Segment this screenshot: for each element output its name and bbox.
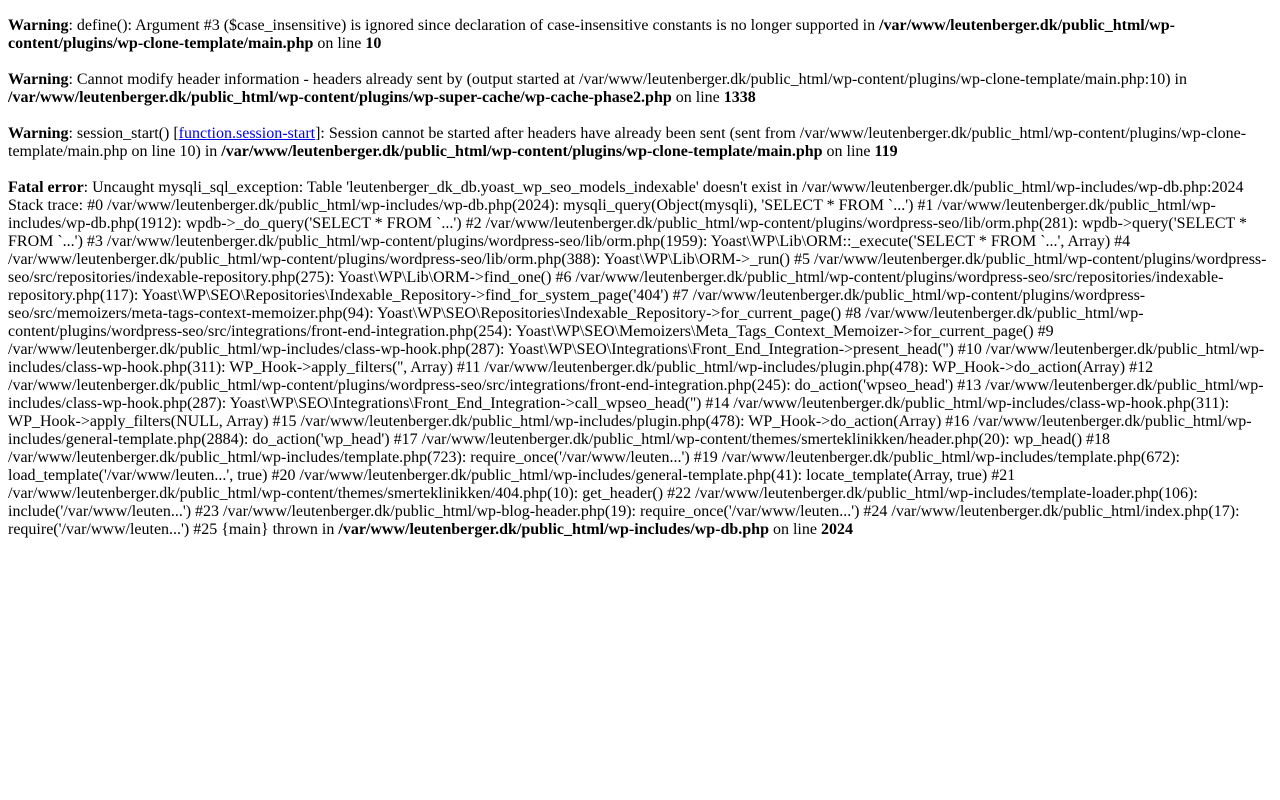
stack-trace-text: : Uncaught mysqli_sql_exception: Table 'leutenberger_dk_db.yoast_wp_seo_models_indexable' doesn't exist in /var/www/leutenberger.dk/public_html/wp-includes/wp-db.php:2024 Stack trace: #0 /var/www/leutenberger.dk/public_html/wp-includes/wp-db.php(2024): mysqli_query(Object(mysqli), 'SELECT * FROM `...') #1 /var/www/leutenberger.dk/public_html/wp-includes/wp-db.php(1912): wpdb->_do_query('SELECT * FROM `...') #2 /var/www/leutenberger.dk/public_html/wp-content/plugins/wordpress-seo/lib/orm.php(281): wpdb->query('SELECT * FROM `...') #3 /var/www/leutenberger.dk/public_html/wp-content/plugins/wordpress-seo/lib/orm.php(1959): Yoast\WP\Lib\ORM::_execute('SELECT * FROM `...', Array) #4 /var/www/leutenberger.dk/public_html/wp-content/plugins/wordpress-seo/lib/orm.php(388): Yoast\WP\Lib\ORM->_run() #5 /var/www/leutenberger.dk/public_html/wp-content/plugins/wordpress-seo/src/repositories/indexable-repository.php(275): Yoast\WP\Lib\ORM->find_one() #6 /var/www/leutenberger.dk/public_html/wp-content/plugins/wordpress-seo/src/repositories/indexable-repository.php(117): Yoast\WP\SEO\Repositories\Indexable_Repository->find_for_system_page('404') #7 /var/www/leutenberger.dk/public_html/wp-content/plugins/wordpress-seo/src/memoizers/meta-tags-context-memoizer.php(94): Yoast\WP\SEO\Repositories\Indexable_Repository->for_current_page() #8 /var/www/leutenberger.dk/public_html/wp-content/plugins/wordpress-seo/src/integrations/front-end-integration.php(254): Yoast\WP\SEO\Memoizers\Meta_Tags_Context_Memoizer->for_current_page() #9 /var/www/leutenberger.dk/public_html/wp-includes/class-wp-hook.php(287): Yoast\WP\SEO\Integrations\Front_End_Integration->present_head('') #10 /var/www/leutenberger.dk/public_html/wp-includes/class-wp-hook.php(311): WP_Hook->apply_filters('', Array) #11 /var/www/leutenberger.dk/public_html/wp-includes/plugin.php(478): WP_Hook->do_action(Array) #12 /var/www/leutenberger.dk/public_html/wp-content/plugins/wordpress-seo/src/integrations/front-end-integration.php(245): do_action('wpseo_head') #13 /var/www/leutenberger.dk/public_html/wp-includes/class-wp-hook.php(287): Yoast\WP\SEO\Integrations\Front_End_Integration->call_wpseo_head('') #14 /var/www/leutenberger.dk/public_html/wp-includes/class-wp-hook.php(311): WP_Hook->apply_filters(NULL, Array) #15 /var/www/leutenberger.dk/public_html/wp-includes/plugin.php(478): WP_Hook->do_action(Array) #16 /var/www/leutenberger.dk/public_html/wp-includes/general-template.php(2884): do_action('wp_head') #17 /var/www/leutenberger.dk/public_html/wp-content/themes/smerteklinikken/header.php(20): wp_head() #18 /var/www/leutenberger.dk/public_html/wp-includes/template.php(723): require_once('/var/www/leuten...') #19 /var/www/leutenberger.dk/public_html/wp-includes/template.php(672): load_template('/var/www/leuten...', true) #20 /var/www/leutenberger.dk/public_html/wp-includes/general-template.php(41): locate_template(Array, true) #21 /var/www/leutenberger.dk/public_html/wp-content/themes/smerteklinikken/404.php(10): get_header() #22 /var/www/leutenberger.dk/public_html/wp-includes/template-loader.php(106): include('/var/www/leuten...') #23 /var/www/leutenberger.dk/public_html/wp-blog-header.php(19): require_once('/var/www/leuten...') #24 /var/www/leutenberger.dk/public_html/index.php(17): require('/var/www/leuten...') #25 {main} thrown in (8, 179, 1267, 538)
message-text: : Cannot modify header information - headers already sent by (output started at /var/www/leutenberger.dk/public_html/wp-content/plugins/wp-clone-template/main.php:10) in (68, 71, 1187, 88)
message-file-path: /var/www/leutenberger.dk/public_html/wp-content/plugins/wp-clone-template/main.php (8, 17, 1175, 52)
on-line-text: on line (822, 143, 875, 160)
warning-message-headers-sent (8, 71, 1272, 107)
fatal-error-message (8, 179, 1272, 539)
message-text: : session_start() [ (68, 125, 179, 142)
message-kind-label: Fatal error (8, 179, 84, 196)
message-kind-label: Warning (8, 71, 69, 88)
message-file-path: /var/www/leutenberger.dk/public_html/wp-content/plugins/wp-clone-template/main.php (221, 143, 823, 160)
message-text: ]: Session cannot be started after headers have already been sent (sent from /var/www/leutenberger.dk/public_html/wp-content/plugins/wp-clone-template/main.php on line 10) in (8, 125, 1247, 160)
message-line-number: 1338 (723, 89, 756, 106)
message-kind-label: Warning (8, 17, 69, 34)
message-kind-label: Warning (8, 125, 69, 142)
on-line-text: on line (313, 35, 366, 52)
on-line-text: on line (768, 521, 821, 538)
message-file-path: /var/www/leutenberger.dk/public_html/wp-content/plugins/wp-super-cache/wp-cache-phase2.php (8, 89, 672, 106)
session-start-doc-link[interactable]: function.session-start (178, 125, 316, 142)
message-text: : define(): Argument #3 ($case_insensitive) is ignored since declaration of case-insensitive constants is no longer supported in (68, 17, 880, 34)
message-line-number: 2024 (820, 521, 853, 538)
warning-message-define (8, 17, 1272, 53)
on-line-text: on line (671, 89, 724, 106)
warning-message-session-start (8, 125, 1272, 161)
message-line-number: 10 (365, 35, 382, 52)
message-line-number: 119 (874, 143, 898, 160)
message-file-path: /var/www/leutenberger.dk/public_html/wp-includes/wp-db.php (338, 521, 769, 538)
